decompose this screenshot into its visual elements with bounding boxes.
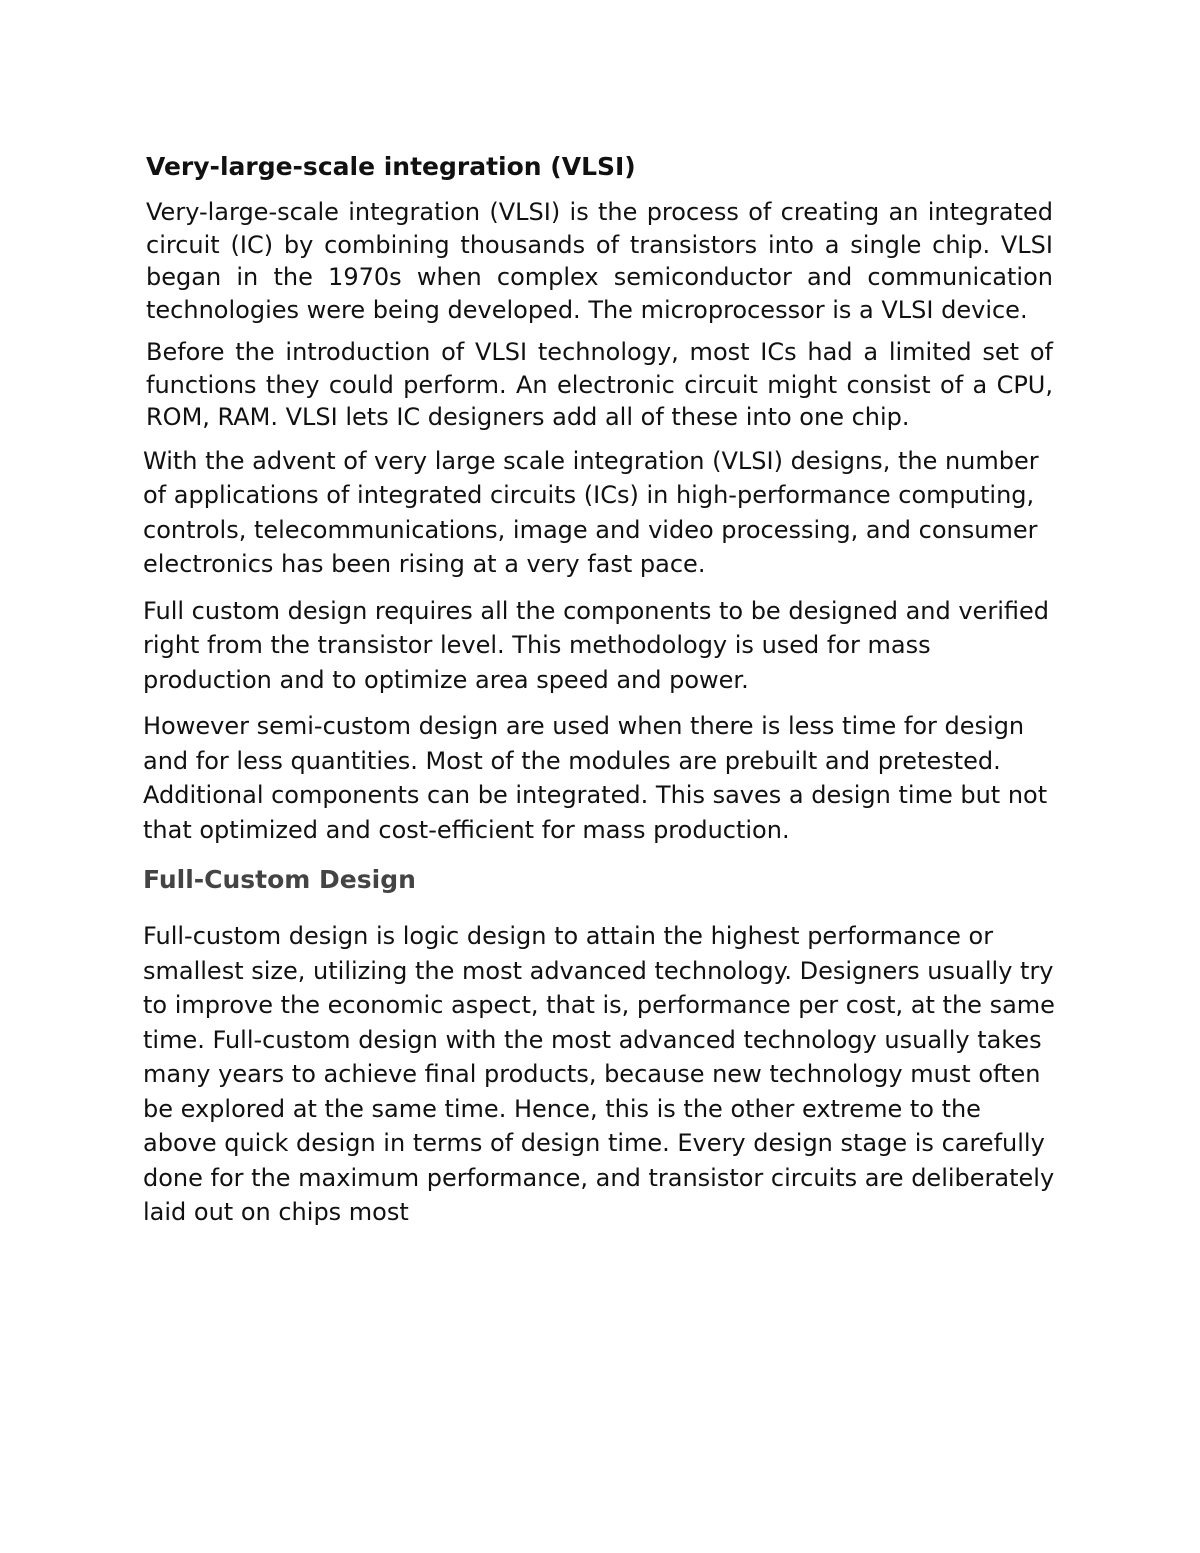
body-paragraph-3: However semi-custom design are used when there is less time for design and for less quantities. Most of the modules are prebuilt and pretested. Additional components can be integrated. This saves a design time but not that optimized and cost-efficient for mass production. [143, 712, 1048, 844]
body-paragraph-2: Full custom design requires all the components to be designed and verified right from the transistor level. This methodology is used for mass production and to optimize area speed and power. [143, 596, 1049, 694]
section-paragraph: Full-custom design is logic design to attain the highest performance or smallest size, utilizing the most advanced technology. Designers usually try to improve the economic aspect, that is, performance per cost, at the same time. Full-custom design with the most advanced technology usually takes many years to achieve final products, because new technology must often be explored at the same time. Hence, this is the other extreme to the above quick design in terms of design time. Every design stage is carefully done for the maximum performance, and transistor circuits are deliberately laid out on chips most [143, 922, 1055, 1226]
intro-paragraph-2: Before the introduction of VLSI technology, most ICs had a limited set of functions they could perform. An electronic circuit might consist of a CPU, ROM, RAM. VLSI lets IC designers add all of these into one chip. [146, 338, 1053, 431]
body-paragraph-1: With the advent of very large scale integration (VLSI) designs, the number of applications of integrated circuits (ICs) in high-performance computing, controls, telecommunications, image and video processing, and consumer electronics has been rising at a very fast pace. [143, 446, 1039, 578]
intro-paragraph-1: Very-large-scale integration (VLSI) is the process of creating an integrated circuit (IC) by combining thousands of transistors into a single chip. VLSI began in the 1970s when complex semiconductor and communication technologies were being developed. The microprocessor is a VLSI device. [146, 198, 1053, 324]
document-title: Very-large-scale integration (VLSI) [146, 152, 636, 181]
document-body [143, 150, 1058, 1242]
section-heading: Full-Custom Design [143, 865, 416, 894]
